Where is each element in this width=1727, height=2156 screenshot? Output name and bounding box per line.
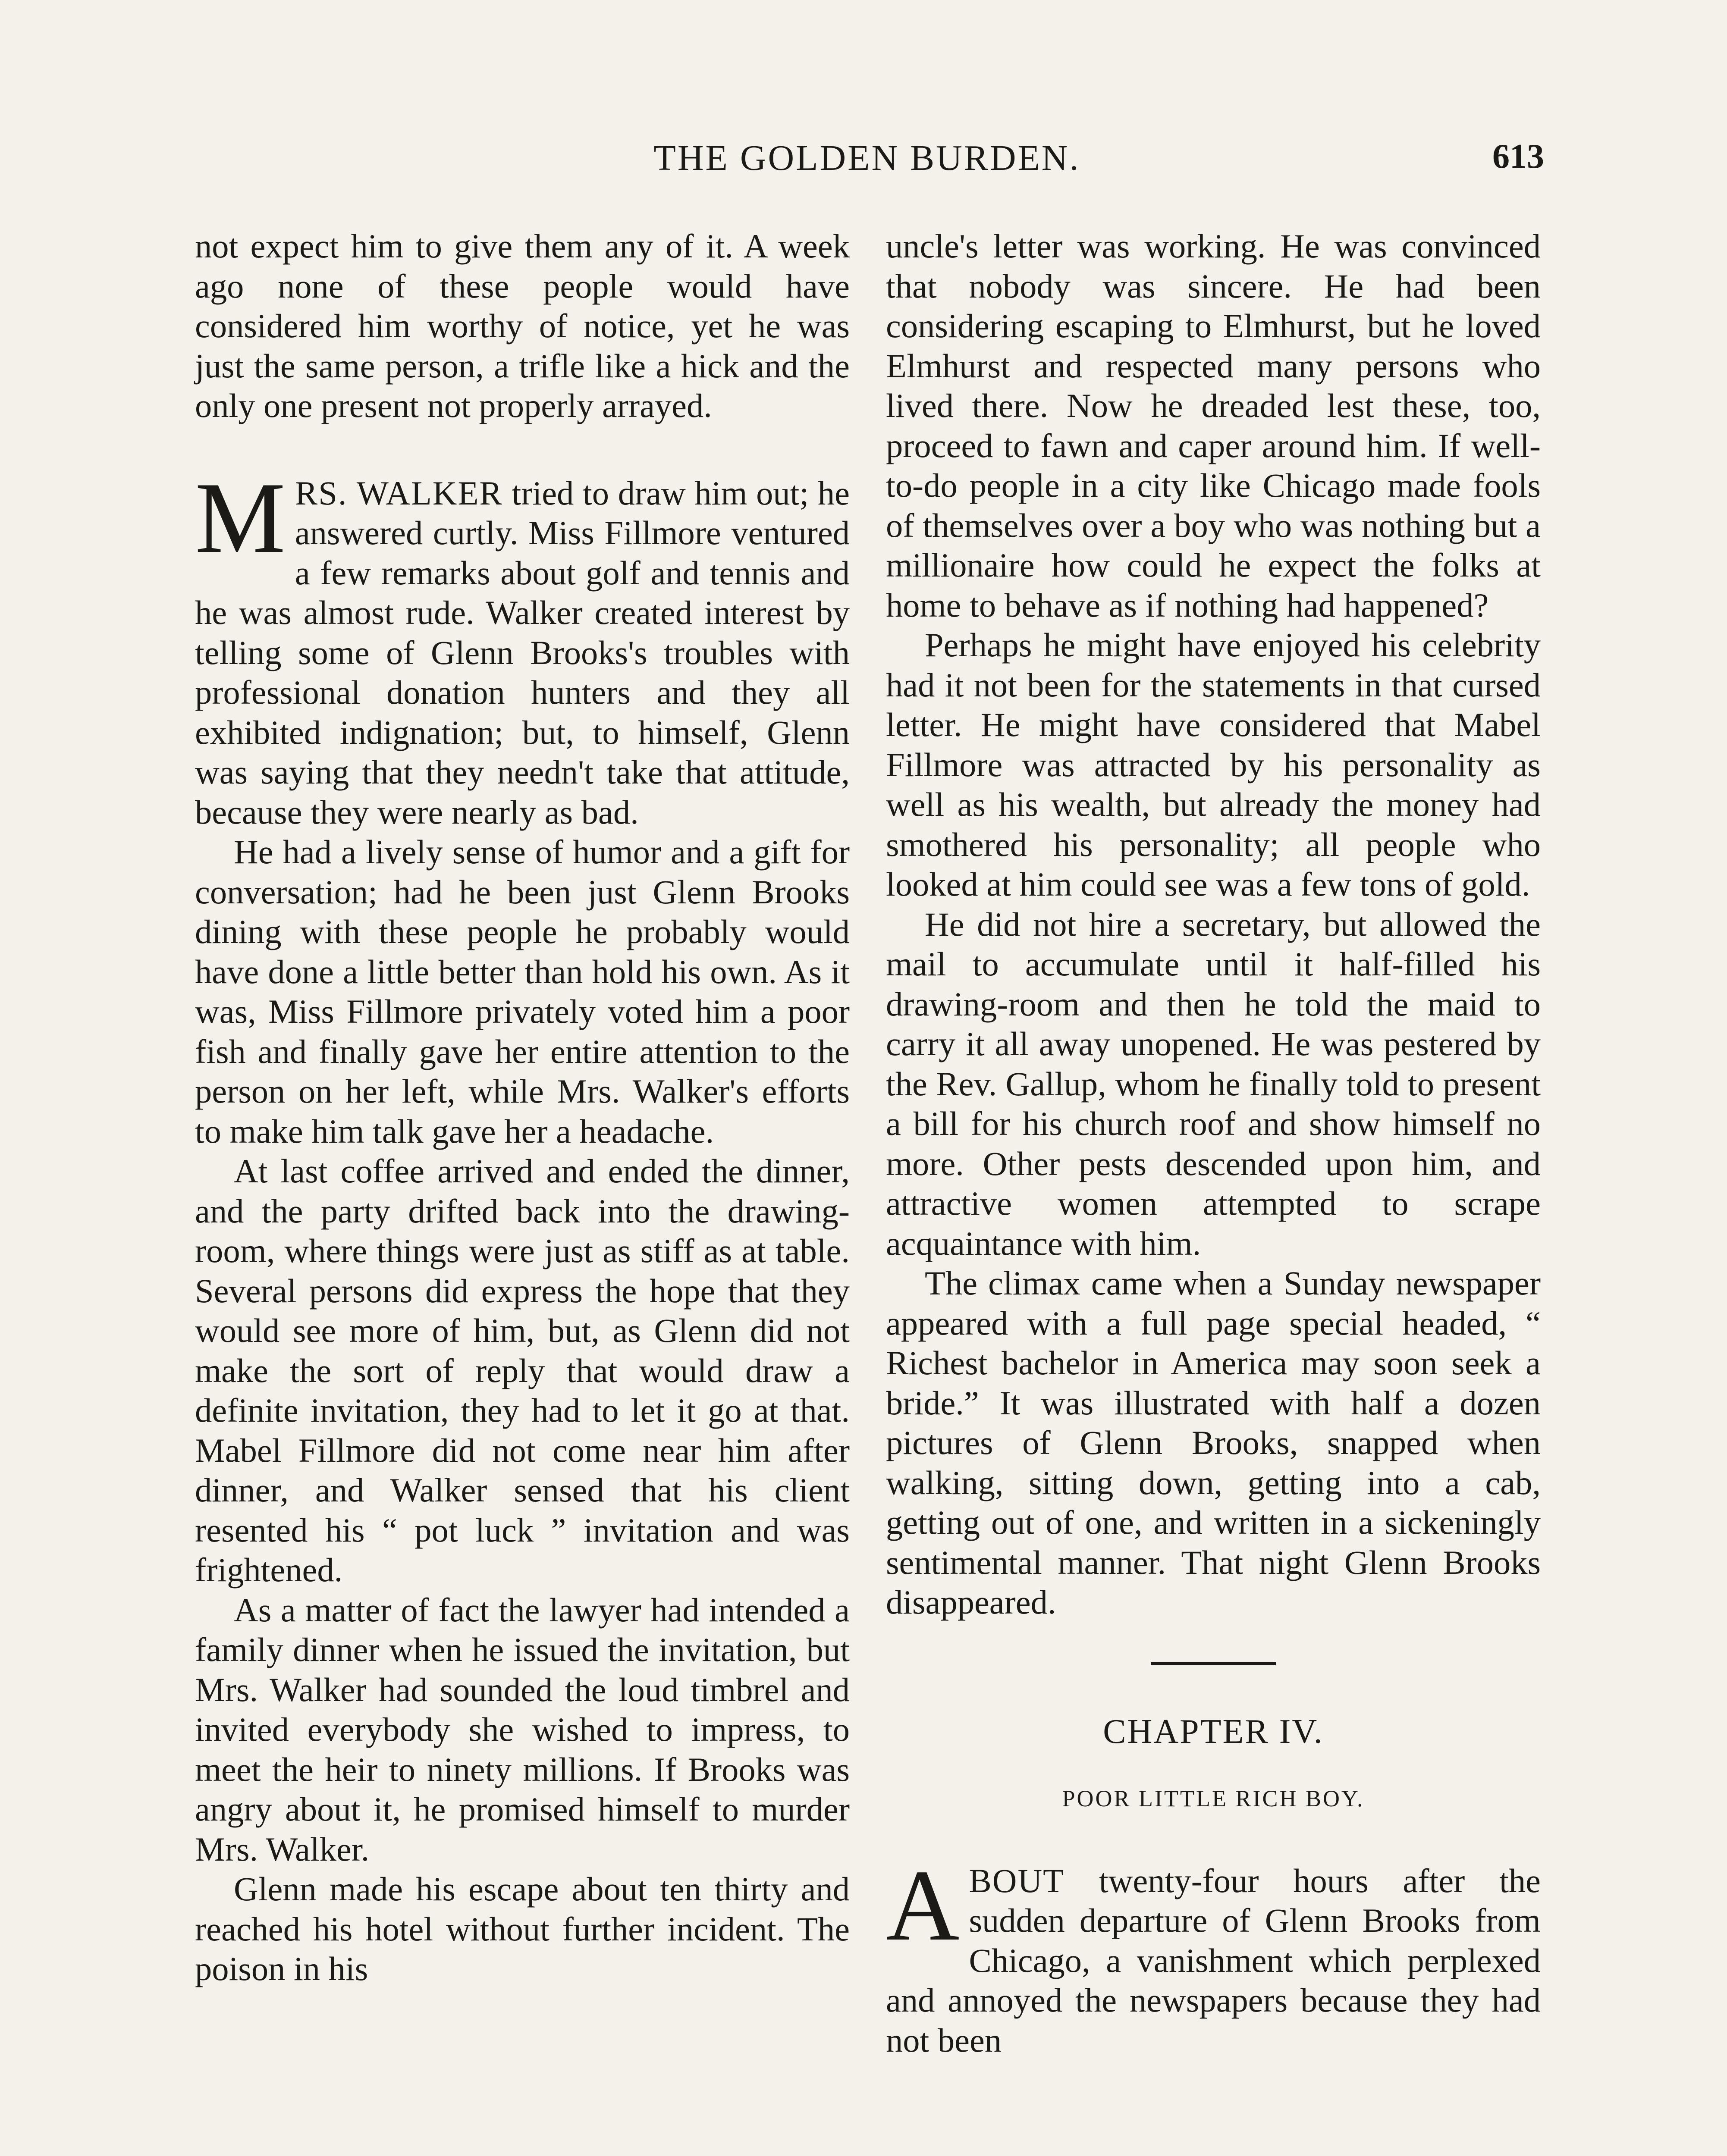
lead-in-text: RS. WALKER — [295, 474, 503, 512]
chapter-subtitle: POOR LITTLE RICH BOY. — [1062, 1785, 1365, 1811]
paragraph: He had a lively sense of humor and a gift for conversation; had he been just Glenn Brooks dining with these people he probably would have done a little better than hold his own. As it was, Miss Fillmore privately voted him a poor fish and finally gave her entire attention to the person on her left, while Mrs. Walker's efforts to make him talk gave her a headache. — [195, 833, 850, 1150]
paragraph: As a matter of fact the lawyer had intended a family dinner when he issued the invitation, but Mrs. Walker had sounded the loud timbrel and invited everybody she wished to impress, to meet the heir to ninety millions. If Brooks was angry about it, he promised himself to murder Mrs. Walker. — [195, 1591, 850, 1868]
section-opening-paragraph — [886, 1849, 1541, 2061]
paragraph: The climax came when a Sunday newspaper appeared with a full page special headed, “ Richest bachelor in America may soon seek a bride.” It was illustrated with half a dozen pictures of Glenn Brooks, snapped when walking, sitting down, getting into a cab, getting out of one, and written in a sickeningly sentimental manner. That night Glenn Brooks disappeared. — [886, 1264, 1541, 1621]
paragraph: He did not hire a secretary, but allowed the mail to accumulate until it half-filled his drawing-room and then he told the maid to carry it all away unopened. He was pestered by the Rev. Gallup, whom he finally told to present a bill for his church roof and show himself no more. Other pests descended upon him, and attractive women attempted to scrape acquaintance with him. — [886, 905, 1541, 1262]
page-number: 613 — [1492, 138, 1544, 175]
paragraph: At last coffee arrived and ended the dinner, and the party drifted back into the drawing-room, where things were just as stiff as at table. Several persons did express the hope that they would see more of him, but, as Glenn did not make the sort of reply that would draw a definite invitation, they had to let it go at that. Mabel Fillmore did not come near him after dinner, and Walker sensed that his client resented his “ pot luck ” invitation and was frightened. — [195, 1152, 850, 1589]
section-opening-paragraph — [195, 461, 850, 833]
paragraph: Glenn made his escape about ten thirty and reached his hotel without further incident. The poison in his — [195, 1870, 850, 1987]
page-header — [190, 137, 1544, 185]
running-title: THE GOLDEN BURDEN. — [653, 138, 1080, 178]
drop-cap: M — [195, 461, 286, 574]
drop-cap: A — [886, 1849, 960, 1962]
chapter-heading: CHAPTER IV. — [1103, 1712, 1324, 1751]
paragraph: uncle's letter was working. He was convinced that nobody was sincere. He had been considering escaping to Elmhurst, but he loved Elmhurst and respected many persons who lived there. Now he dreaded lest these, too, proceed to fawn and caper around him. If well-to-do people in a city like Chicago made fools of themselves over a boy who was nothing but a millionaire how could he expect the folks at home to behave as if nothing had happened? — [886, 227, 1541, 624]
paragraph: Perhaps he might have enjoyed his celebrity had it not been for the statements in that cursed letter. He might have considered that Mabel Fillmore was attracted by his personality as well as his wealth, but already the money had smothered his personality; all people who looked at him could see was a few tons of gold. — [886, 626, 1541, 903]
paragraph-text: twenty-four hours after the sudden departure of Glenn Brooks from Chicago, a vanishment which perplexed and annoyed the newspapers because they had not been — [886, 1861, 1541, 2059]
paragraph-text: tried to draw him out; he answered curtly. Miss Fillmore ventured a few remarks about golf and tennis and he was almost rude. Walker created interest by telling some of Glenn Brooks's troubles with professional donation hunters and they all exhibited indignation; but, to himself, Glenn was saying that they needn't take that attitude, because they were nearly as bad. — [195, 474, 850, 831]
chapter-divider-rule — [1151, 1662, 1276, 1665]
paragraph: not expect him to give them any of it. A week ago none of these people would have considered him worthy of notice, yet he was just the same person, a trifle like a hick and the only one present not properly arrayed. — [195, 227, 850, 424]
left-text-column — [195, 226, 850, 1989]
right-text-column — [886, 226, 1541, 2060]
lead-in-text: BOUT — [969, 1861, 1065, 1899]
